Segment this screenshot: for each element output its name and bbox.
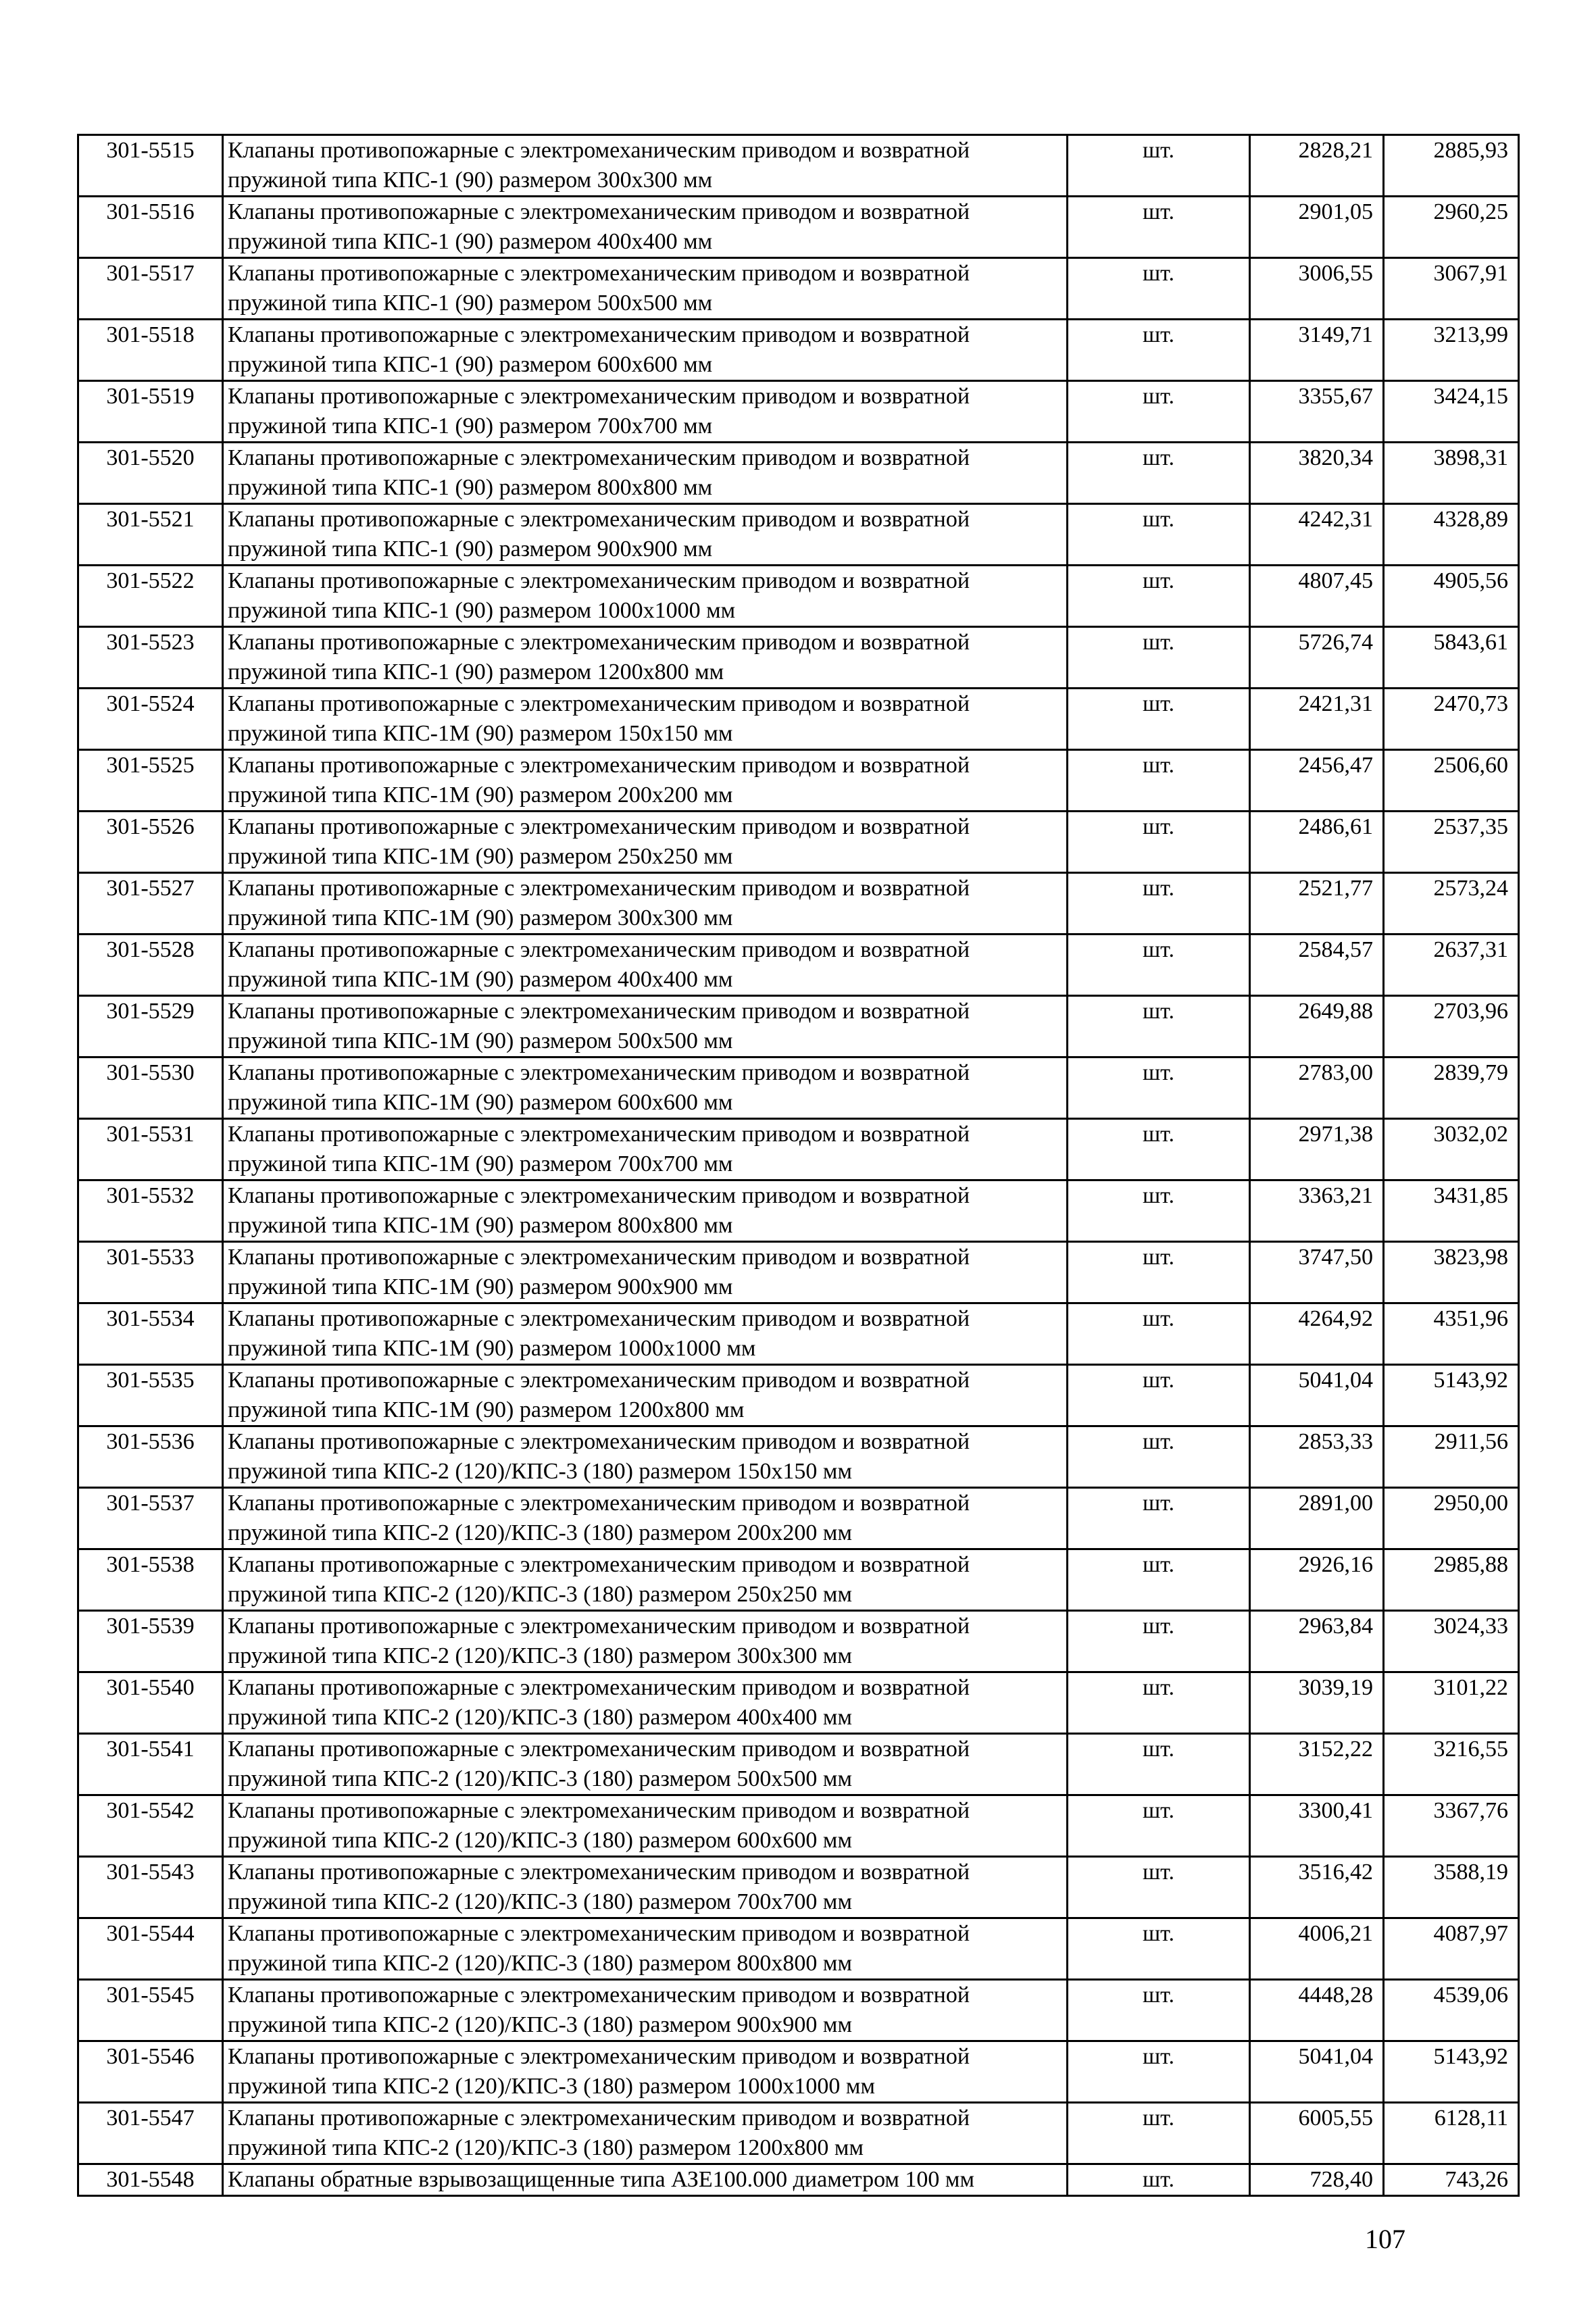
item-price-2: 3588,19 xyxy=(1384,1857,1519,1918)
item-price-1: 2486,61 xyxy=(1250,812,1384,873)
item-code: 301-5544 xyxy=(78,1918,223,1980)
item-description xyxy=(223,2103,1068,2164)
item-code: 301-5539 xyxy=(78,1611,223,1672)
description-line-2: пружиной типа КПС-1М (90) размером 600х600 мм xyxy=(228,1090,733,1115)
item-price-1: 2521,77 xyxy=(1250,873,1384,935)
description-line-1: Клапаны противопожарные с электромеханическим приводом и возвратной xyxy=(228,814,970,839)
item-price-1: 4807,45 xyxy=(1250,566,1384,627)
item-description xyxy=(223,320,1068,381)
item-unit: шт. xyxy=(1068,1242,1250,1303)
description-line-1: Клапаны противопожарные с электромеханическим приводом и возвратной xyxy=(228,445,970,470)
item-description xyxy=(223,627,1068,689)
item-code: 301-5528 xyxy=(78,935,223,996)
table-row xyxy=(78,750,1519,812)
description-line-1: Клапаны обратные взрывозащищенные типа АЗЕ100.000 диаметром 100 мм xyxy=(228,2167,974,2192)
table-row xyxy=(78,1303,1519,1365)
table-row xyxy=(78,1611,1519,1672)
item-description xyxy=(223,381,1068,443)
description-line-1: Клапаны противопожарные с электромеханическим приводом и возвратной xyxy=(228,1491,970,1516)
description-line-2: пружиной типа КПС-2 (120)/КПС-3 (180) размером 500х500 мм xyxy=(228,1766,852,1791)
item-price-2: 4328,89 xyxy=(1384,504,1519,566)
item-code: 301-5518 xyxy=(78,320,223,381)
description-line-1: Клапаны противопожарные с электромеханическим приводом и возвратной xyxy=(228,1983,970,2008)
item-unit: шт. xyxy=(1068,1303,1250,1365)
item-code: 301-5538 xyxy=(78,1549,223,1611)
item-unit: шт. xyxy=(1068,750,1250,812)
item-price-2: 5843,61 xyxy=(1384,627,1519,689)
table-row xyxy=(78,566,1519,627)
table-row xyxy=(78,320,1519,381)
item-description xyxy=(223,1119,1068,1180)
item-price-2: 5143,92 xyxy=(1384,1365,1519,1426)
description-line-2: пружиной типа КПС-1 (90) размером 1000х1000 мм xyxy=(228,598,736,623)
item-description xyxy=(223,1365,1068,1426)
description-line-2: пружиной типа КПС-1 (90) размером 300х300 мм xyxy=(228,168,713,193)
item-unit: шт. xyxy=(1068,996,1250,1057)
item-unit: шт. xyxy=(1068,689,1250,750)
description-line-1: Клапаны противопожарные с электромеханическим приводом и возвратной xyxy=(228,507,970,532)
item-code: 301-5527 xyxy=(78,873,223,935)
description-line-1: Клапаны противопожарные с электромеханическим приводом и возвратной xyxy=(228,568,970,593)
item-code: 301-5536 xyxy=(78,1426,223,1488)
item-code: 301-5521 xyxy=(78,504,223,566)
table-row xyxy=(78,1857,1519,1918)
item-code: 301-5547 xyxy=(78,2103,223,2164)
table-row xyxy=(78,627,1519,689)
item-unit: шт. xyxy=(1068,2041,1250,2103)
description-line-2: пружиной типа КПС-1 (90) размером 600х600 мм xyxy=(228,352,713,377)
item-description xyxy=(223,1303,1068,1365)
description-line-1: Клапаны противопожарные с электромеханическим приводом и возвратной xyxy=(228,1183,970,1208)
item-price-1: 2963,84 xyxy=(1250,1611,1384,1672)
item-price-2: 4351,96 xyxy=(1384,1303,1519,1365)
description-line-2: пружиной типа КПС-2 (120)/КПС-3 (180) размером 800х800 мм xyxy=(228,1951,852,1976)
item-code: 301-5525 xyxy=(78,750,223,812)
description-line-1: Клапаны противопожарные с электромеханическим приводом и возвратной xyxy=(228,876,970,901)
item-price-1: 5041,04 xyxy=(1250,2041,1384,2103)
item-unit: шт. xyxy=(1068,1119,1250,1180)
item-price-1: 2891,00 xyxy=(1250,1488,1384,1549)
item-description xyxy=(223,1242,1068,1303)
description-line-2: пружиной типа КПС-1 (90) размером 800х800 мм xyxy=(228,475,713,500)
description-line-1: Клапаны противопожарные с электромеханическим приводом и возвратной xyxy=(228,199,970,224)
item-price-1: 2828,21 xyxy=(1250,135,1384,197)
item-description xyxy=(223,135,1068,197)
item-code: 301-5537 xyxy=(78,1488,223,1549)
item-unit: шт. xyxy=(1068,258,1250,320)
description-line-2: пружиной типа КПС-2 (120)/КПС-3 (180) размером 600х600 мм xyxy=(228,1828,852,1853)
item-unit: шт. xyxy=(1068,812,1250,873)
item-price-1: 2926,16 xyxy=(1250,1549,1384,1611)
price-table xyxy=(77,134,1520,2197)
table-row xyxy=(78,1365,1519,1426)
description-line-2: пружиной типа КПС-2 (120)/КПС-3 (180) размером 200х200 мм xyxy=(228,1520,852,1545)
item-price-2: 2950,00 xyxy=(1384,1488,1519,1549)
description-line-1: Клапаны противопожарные с электромеханическим приводом и возвратной xyxy=(228,1552,970,1577)
item-description xyxy=(223,750,1068,812)
item-unit: шт. xyxy=(1068,1795,1250,1857)
item-description xyxy=(223,2041,1068,2103)
item-price-1: 5041,04 xyxy=(1250,1365,1384,1426)
description-line-2: пружиной типа КПС-1М (90) размером 700х700 мм xyxy=(228,1151,733,1176)
item-price-1: 3747,50 xyxy=(1250,1242,1384,1303)
item-price-2: 3101,22 xyxy=(1384,1672,1519,1734)
item-description xyxy=(223,935,1068,996)
description-line-2: пружиной типа КПС-1 (90) размером 400х400 мм xyxy=(228,229,713,254)
table-row xyxy=(78,812,1519,873)
item-description xyxy=(223,1180,1068,1242)
item-description xyxy=(223,258,1068,320)
item-description xyxy=(223,1980,1068,2041)
description-line-2: пружиной типа КПС-1 (90) размером 1200х800 мм xyxy=(228,659,724,684)
item-price-2: 2960,25 xyxy=(1384,197,1519,258)
item-description xyxy=(223,566,1068,627)
item-code: 301-5532 xyxy=(78,1180,223,1242)
item-price-2: 5143,92 xyxy=(1384,2041,1519,2103)
table-row xyxy=(78,1180,1519,1242)
description-line-1: Клапаны противопожарные с электромеханическим приводом и возвратной xyxy=(228,1122,970,1147)
item-price-2: 2911,56 xyxy=(1384,1426,1519,1488)
item-description xyxy=(223,873,1068,935)
page-number: 107 xyxy=(1365,2224,1405,2254)
description-line-1: Клапаны противопожарные с электромеханическим приводом и возвратной xyxy=(228,691,970,716)
table-row xyxy=(78,258,1519,320)
item-unit: шт. xyxy=(1068,1918,1250,1980)
description-line-2: пружиной типа КПС-1М (90) размером 900х900 мм xyxy=(228,1274,733,1299)
description-line-2: пружиной типа КПС-1М (90) размером 400х400 мм xyxy=(228,967,733,992)
item-unit: шт. xyxy=(1068,381,1250,443)
item-price-1: 728,40 xyxy=(1250,2164,1384,2196)
item-unit: шт. xyxy=(1068,2103,1250,2164)
description-line-2: пружиной типа КПС-2 (120)/КПС-3 (180) размером 700х700 мм xyxy=(228,1889,852,1914)
description-line-1: Клапаны противопожарные с электромеханическим приводом и возвратной xyxy=(228,322,970,347)
item-price-2: 6128,11 xyxy=(1384,2103,1519,2164)
description-line-2: пружиной типа КПС-1М (90) размером 1000х1000 мм xyxy=(228,1336,756,1361)
item-price-1: 2584,57 xyxy=(1250,935,1384,996)
item-code: 301-5540 xyxy=(78,1672,223,1734)
table-row xyxy=(78,1488,1519,1549)
item-unit: шт. xyxy=(1068,566,1250,627)
description-line-1: Клапаны противопожарные с электромеханическим приводом и возвратной xyxy=(228,1860,970,1885)
table-row xyxy=(78,1057,1519,1119)
item-price-2: 3216,55 xyxy=(1384,1734,1519,1795)
item-unit: шт. xyxy=(1068,443,1250,504)
description-line-2: пружиной типа КПС-2 (120)/КПС-3 (180) размером 300х300 мм xyxy=(228,1643,852,1668)
table-row xyxy=(78,1980,1519,2041)
item-price-1: 3820,34 xyxy=(1250,443,1384,504)
item-code: 301-5517 xyxy=(78,258,223,320)
item-unit: шт. xyxy=(1068,197,1250,258)
item-price-1: 2971,38 xyxy=(1250,1119,1384,1180)
item-price-2: 2885,93 xyxy=(1384,135,1519,197)
item-price-1: 6005,55 xyxy=(1250,2103,1384,2164)
description-line-1: Клапаны противопожарные с электромеханическим приводом и возвратной xyxy=(228,1306,970,1331)
item-description xyxy=(223,197,1068,258)
description-line-2: пружиной типа КПС-2 (120)/КПС-3 (180) размером 400х400 мм xyxy=(228,1705,852,1730)
item-price-2: 2839,79 xyxy=(1384,1057,1519,1119)
description-line-1: Клапаны противопожарные с электромеханическим приводом и возвратной xyxy=(228,1368,970,1393)
item-code: 301-5545 xyxy=(78,1980,223,2041)
description-line-1: Клапаны противопожарные с электромеханическим приводом и возвратной xyxy=(228,2106,970,2131)
description-line-2: пружиной типа КПС-2 (120)/КПС-3 (180) размером 1200х800 мм xyxy=(228,2135,864,2160)
table-row xyxy=(78,135,1519,197)
description-line-2: пружиной типа КПС-1М (90) размером 150х150 мм xyxy=(228,721,733,746)
item-code: 301-5530 xyxy=(78,1057,223,1119)
item-price-1: 3300,41 xyxy=(1250,1795,1384,1857)
item-unit: шт. xyxy=(1068,1426,1250,1488)
table-row xyxy=(78,2164,1519,2196)
item-unit: шт. xyxy=(1068,1734,1250,1795)
item-price-2: 2703,96 xyxy=(1384,996,1519,1057)
item-price-2: 3424,15 xyxy=(1384,381,1519,443)
item-unit: шт. xyxy=(1068,1057,1250,1119)
table-row xyxy=(78,689,1519,750)
item-price-2: 3431,85 xyxy=(1384,1180,1519,1242)
item-code: 301-5526 xyxy=(78,812,223,873)
item-price-1: 3152,22 xyxy=(1250,1734,1384,1795)
item-price-1: 4264,92 xyxy=(1250,1303,1384,1365)
item-price-2: 3367,76 xyxy=(1384,1795,1519,1857)
item-price-1: 2853,33 xyxy=(1250,1426,1384,1488)
item-unit: шт. xyxy=(1068,1488,1250,1549)
item-code: 301-5519 xyxy=(78,381,223,443)
table-row xyxy=(78,381,1519,443)
item-unit: шт. xyxy=(1068,935,1250,996)
item-price-1: 3516,42 xyxy=(1250,1857,1384,1918)
item-code: 301-5531 xyxy=(78,1119,223,1180)
item-price-1: 2421,31 xyxy=(1250,689,1384,750)
description-line-2: пружиной типа КПС-2 (120)/КПС-3 (180) размером 1000х1000 мм xyxy=(228,2074,875,2099)
table-row xyxy=(78,1918,1519,1980)
description-line-1: Клапаны противопожарные с электромеханическим приводом и возвратной xyxy=(228,138,970,163)
item-code: 301-5522 xyxy=(78,566,223,627)
item-description xyxy=(223,812,1068,873)
description-line-2: пружиной типа КПС-1М (90) размером 250х250 мм xyxy=(228,844,733,869)
table-row xyxy=(78,504,1519,566)
item-price-1: 2901,05 xyxy=(1250,197,1384,258)
description-line-1: Клапаны противопожарные с электромеханическим приводом и возвратной xyxy=(228,1921,970,1946)
item-description xyxy=(223,504,1068,566)
table-body xyxy=(78,135,1519,2196)
description-line-2: пружиной типа КПС-1 (90) размером 700х700 мм xyxy=(228,414,713,439)
description-line-1: Клапаны противопожарные с электромеханическим приводом и возвратной xyxy=(228,1614,970,1639)
item-price-1: 4448,28 xyxy=(1250,1980,1384,2041)
item-unit: шт. xyxy=(1068,135,1250,197)
description-line-1: Клапаны противопожарные с электромеханическим приводом и возвратной xyxy=(228,753,970,778)
item-description xyxy=(223,1857,1068,1918)
item-code: 301-5535 xyxy=(78,1365,223,1426)
description-line-2: пружиной типа КПС-1М (90) размером 800х800 мм xyxy=(228,1213,733,1238)
item-code: 301-5542 xyxy=(78,1795,223,1857)
item-description xyxy=(223,2164,1068,2196)
item-description xyxy=(223,1672,1068,1734)
item-unit: шт. xyxy=(1068,873,1250,935)
item-price-1: 3363,21 xyxy=(1250,1180,1384,1242)
table-row xyxy=(78,1734,1519,1795)
item-unit: шт. xyxy=(1068,1980,1250,2041)
item-description xyxy=(223,1611,1068,1672)
table-row xyxy=(78,1672,1519,1734)
item-code: 301-5516 xyxy=(78,197,223,258)
item-unit: шт. xyxy=(1068,1857,1250,1918)
table-row xyxy=(78,873,1519,935)
item-price-1: 4242,31 xyxy=(1250,504,1384,566)
description-line-2: пружиной типа КПС-1 (90) размером 500х500 мм xyxy=(228,291,713,316)
table-row xyxy=(78,443,1519,504)
item-code: 301-5533 xyxy=(78,1242,223,1303)
description-line-1: Клапаны противопожарные с электромеханическим приводом и возвратной xyxy=(228,1429,970,1454)
item-price-1: 2783,00 xyxy=(1250,1057,1384,1119)
item-description xyxy=(223,443,1068,504)
table-row xyxy=(78,1795,1519,1857)
description-line-2: пружиной типа КПС-2 (120)/КПС-3 (180) размером 250х250 мм xyxy=(228,1582,852,1607)
description-line-1: Клапаны противопожарные с электромеханическим приводом и возвратной xyxy=(228,937,970,962)
description-line-2: пружиной типа КПС-1М (90) размером 300х300 мм xyxy=(228,905,733,930)
description-line-1: Клапаны противопожарные с электромеханическим приводом и возвратной xyxy=(228,630,970,655)
description-line-1: Клапаны противопожарные с электромеханическим приводом и возвратной xyxy=(228,1060,970,1085)
item-description xyxy=(223,1549,1068,1611)
item-price-2: 3067,91 xyxy=(1384,258,1519,320)
item-price-2: 743,26 xyxy=(1384,2164,1519,2196)
item-description xyxy=(223,996,1068,1057)
table-row xyxy=(78,1426,1519,1488)
table-row xyxy=(78,197,1519,258)
item-description xyxy=(223,1488,1068,1549)
item-price-1: 3355,67 xyxy=(1250,381,1384,443)
description-line-1: Клапаны противопожарные с электромеханическим приводом и возвратной xyxy=(228,384,970,409)
table-row xyxy=(78,1242,1519,1303)
item-price-1: 4006,21 xyxy=(1250,1918,1384,1980)
item-unit: шт. xyxy=(1068,1611,1250,1672)
description-line-1: Клапаны противопожарные с электромеханическим приводом и возвратной xyxy=(228,2044,970,2069)
item-code: 301-5541 xyxy=(78,1734,223,1795)
table-row xyxy=(78,1549,1519,1611)
item-price-2: 3898,31 xyxy=(1384,443,1519,504)
item-unit: шт. xyxy=(1068,2164,1250,2196)
item-code: 301-5520 xyxy=(78,443,223,504)
table-row xyxy=(78,1119,1519,1180)
table-row xyxy=(78,935,1519,996)
item-description xyxy=(223,689,1068,750)
item-price-2: 2985,88 xyxy=(1384,1549,1519,1611)
description-line-1: Клапаны противопожарные с электромеханическим приводом и возвратной xyxy=(228,1675,970,1700)
item-price-1: 3006,55 xyxy=(1250,258,1384,320)
item-description xyxy=(223,1795,1068,1857)
item-description xyxy=(223,1426,1068,1488)
item-price-2: 2470,73 xyxy=(1384,689,1519,750)
item-price-1: 5726,74 xyxy=(1250,627,1384,689)
description-line-2: пружиной типа КПС-1М (90) размером 200х200 мм xyxy=(228,782,733,807)
description-line-1: Клапаны противопожарные с электромеханическим приводом и возвратной xyxy=(228,999,970,1024)
table-row xyxy=(78,2103,1519,2164)
item-price-1: 3039,19 xyxy=(1250,1672,1384,1734)
description-line-1: Клапаны противопожарные с электромеханическим приводом и возвратной xyxy=(228,1245,970,1270)
item-unit: шт. xyxy=(1068,1672,1250,1734)
description-line-2: пружиной типа КПС-2 (120)/КПС-3 (180) размером 900х900 мм xyxy=(228,2012,852,2037)
item-price-2: 3823,98 xyxy=(1384,1242,1519,1303)
item-unit: шт. xyxy=(1068,504,1250,566)
item-code: 301-5515 xyxy=(78,135,223,197)
item-price-1: 2649,88 xyxy=(1250,996,1384,1057)
description-line-2: пружиной типа КПС-2 (120)/КПС-3 (180) размером 150х150 мм xyxy=(228,1459,852,1484)
table-row xyxy=(78,2041,1519,2103)
item-unit: шт. xyxy=(1068,320,1250,381)
description-line-1: Клапаны противопожарные с электромеханическим приводом и возвратной xyxy=(228,261,970,286)
item-unit: шт. xyxy=(1068,1180,1250,1242)
item-code: 301-5548 xyxy=(78,2164,223,2196)
item-price-1: 2456,47 xyxy=(1250,750,1384,812)
item-price-2: 2506,60 xyxy=(1384,750,1519,812)
item-code: 301-5543 xyxy=(78,1857,223,1918)
item-price-2: 4087,97 xyxy=(1384,1918,1519,1980)
description-line-1: Клапаны противопожарные с электромеханическим приводом и возвратной xyxy=(228,1798,970,1823)
item-code: 301-5534 xyxy=(78,1303,223,1365)
item-price-2: 3213,99 xyxy=(1384,320,1519,381)
item-price-1: 3149,71 xyxy=(1250,320,1384,381)
description-line-2: пружиной типа КПС-1М (90) размером 500х500 мм xyxy=(228,1028,733,1053)
description-line-2: пружиной типа КПС-1 (90) размером 900х900 мм xyxy=(228,537,713,562)
item-code: 301-5529 xyxy=(78,996,223,1057)
table-row xyxy=(78,996,1519,1057)
item-description xyxy=(223,1057,1068,1119)
item-description xyxy=(223,1734,1068,1795)
item-unit: шт. xyxy=(1068,627,1250,689)
item-price-2: 2637,31 xyxy=(1384,935,1519,996)
item-code: 301-5546 xyxy=(78,2041,223,2103)
item-price-2: 2537,35 xyxy=(1384,812,1519,873)
item-description xyxy=(223,1918,1068,1980)
item-price-2: 3032,02 xyxy=(1384,1119,1519,1180)
item-price-2: 3024,33 xyxy=(1384,1611,1519,1672)
item-price-2: 4905,56 xyxy=(1384,566,1519,627)
item-price-2: 2573,24 xyxy=(1384,873,1519,935)
description-line-2: пружиной типа КПС-1М (90) размером 1200х800 мм xyxy=(228,1397,745,1422)
item-code: 301-5524 xyxy=(78,689,223,750)
item-unit: шт. xyxy=(1068,1365,1250,1426)
description-line-1: Клапаны противопожарные с электромеханическим приводом и возвратной xyxy=(228,1737,970,1762)
item-code: 301-5523 xyxy=(78,627,223,689)
item-price-2: 4539,06 xyxy=(1384,1980,1519,2041)
item-unit: шт. xyxy=(1068,1549,1250,1611)
